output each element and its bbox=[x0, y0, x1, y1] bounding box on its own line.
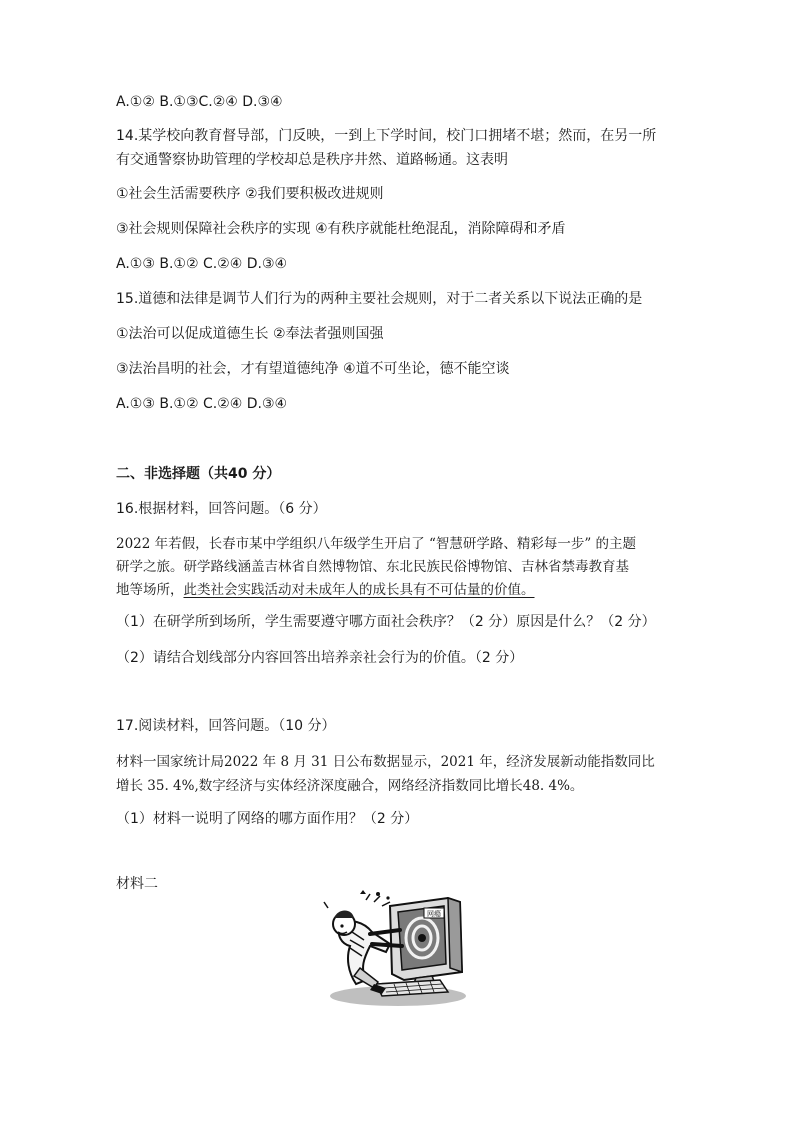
section2-heading: 二、非选择题（共40 分） bbox=[116, 466, 281, 482]
q16-underlined-text: 此类社会实践活动对未成年人的成长具有不可估量的价值。 bbox=[183, 582, 535, 598]
q16-stem: 16.根据材料，回答问题。（6 分） bbox=[116, 501, 327, 517]
q15-options: A.①③ B.①② C.②④ D.③④ bbox=[116, 396, 288, 412]
q13-options: A.①② B.①③C.②④ D.③④ bbox=[116, 94, 283, 110]
q16-sub2: （2）请结合划线部分内容回答出培养亲社会行为的价值。（2 分） bbox=[116, 650, 524, 666]
q15-choices-line1: ①法治可以促成道德生长 ②奉法者强则国强 bbox=[116, 326, 384, 342]
q17-material2-label: 材料二 bbox=[116, 876, 158, 892]
q16-material-line3-plain: 地等场所， bbox=[116, 582, 184, 598]
cartoon-screen-label: 网瘾 bbox=[427, 910, 441, 918]
q17-material-line2: 增长 35. 4%,数字经济与实体经济深度融合，网络经济指数同比增长48. 4%。 bbox=[116, 778, 584, 794]
cartoon-internet-addiction-icon bbox=[320, 888, 472, 1010]
q15-choices-line2: ③法治昌明的社会，才有望道德纯净 ④道不可坐论，德不能空谈 bbox=[116, 361, 510, 377]
q17-sub1: （1）材料一说明了网络的哪方面作用？（2 分） bbox=[116, 811, 419, 827]
q14-options: A.①③ B.①② C.②④ D.③④ bbox=[116, 256, 288, 272]
q16-material-line1: 2022 年若假，长春市某中学组织八年级学生开启了 “智慧研学路、精彩每一步” 的主题 bbox=[116, 536, 637, 552]
q14-choices-line2: ③社会规则保障社会秩序的实现 ④有秩序就能杜绝混乱，消除障碍和矛盾 bbox=[116, 221, 566, 237]
q14-stem-line1: 14.某学校向教育督导部，门反映，一到上下学时间，校门口拥堵不堪；然而，在另一所 bbox=[116, 128, 657, 144]
q16-material-line3 bbox=[116, 580, 535, 600]
q16-material-line2: 研学之旅。研学路线涵盖吉林省自然博物馆、东北民族民俗博物馆、吉林省禁毒教育基 bbox=[116, 559, 629, 575]
q17-material-line1: 材料一国家统计局2022 年 8 月 31 日公布数据显示，2021 年，经济发展新动能指数同比 bbox=[116, 754, 655, 770]
q14-stem-line2: 有交通警察协助管理的学校却总是秩序井然、道路畅通。这表明 bbox=[116, 152, 508, 168]
q15-stem: 15.道德和法律是调节人们行为的两种主要社会规则，对于二者关系以下说法正确的是 bbox=[116, 291, 643, 307]
q17-stem: 17.阅读材料，回答问题。（10 分） bbox=[116, 718, 336, 734]
q14-choices-line1: ①社会生活需要秩序 ②我们要积极改进规则 bbox=[116, 186, 384, 202]
q16-sub1: （1）在研学所到场所，学生需要遵守哪方面社会秩序？（2 分）原因是什么？（2 分） bbox=[116, 614, 656, 630]
